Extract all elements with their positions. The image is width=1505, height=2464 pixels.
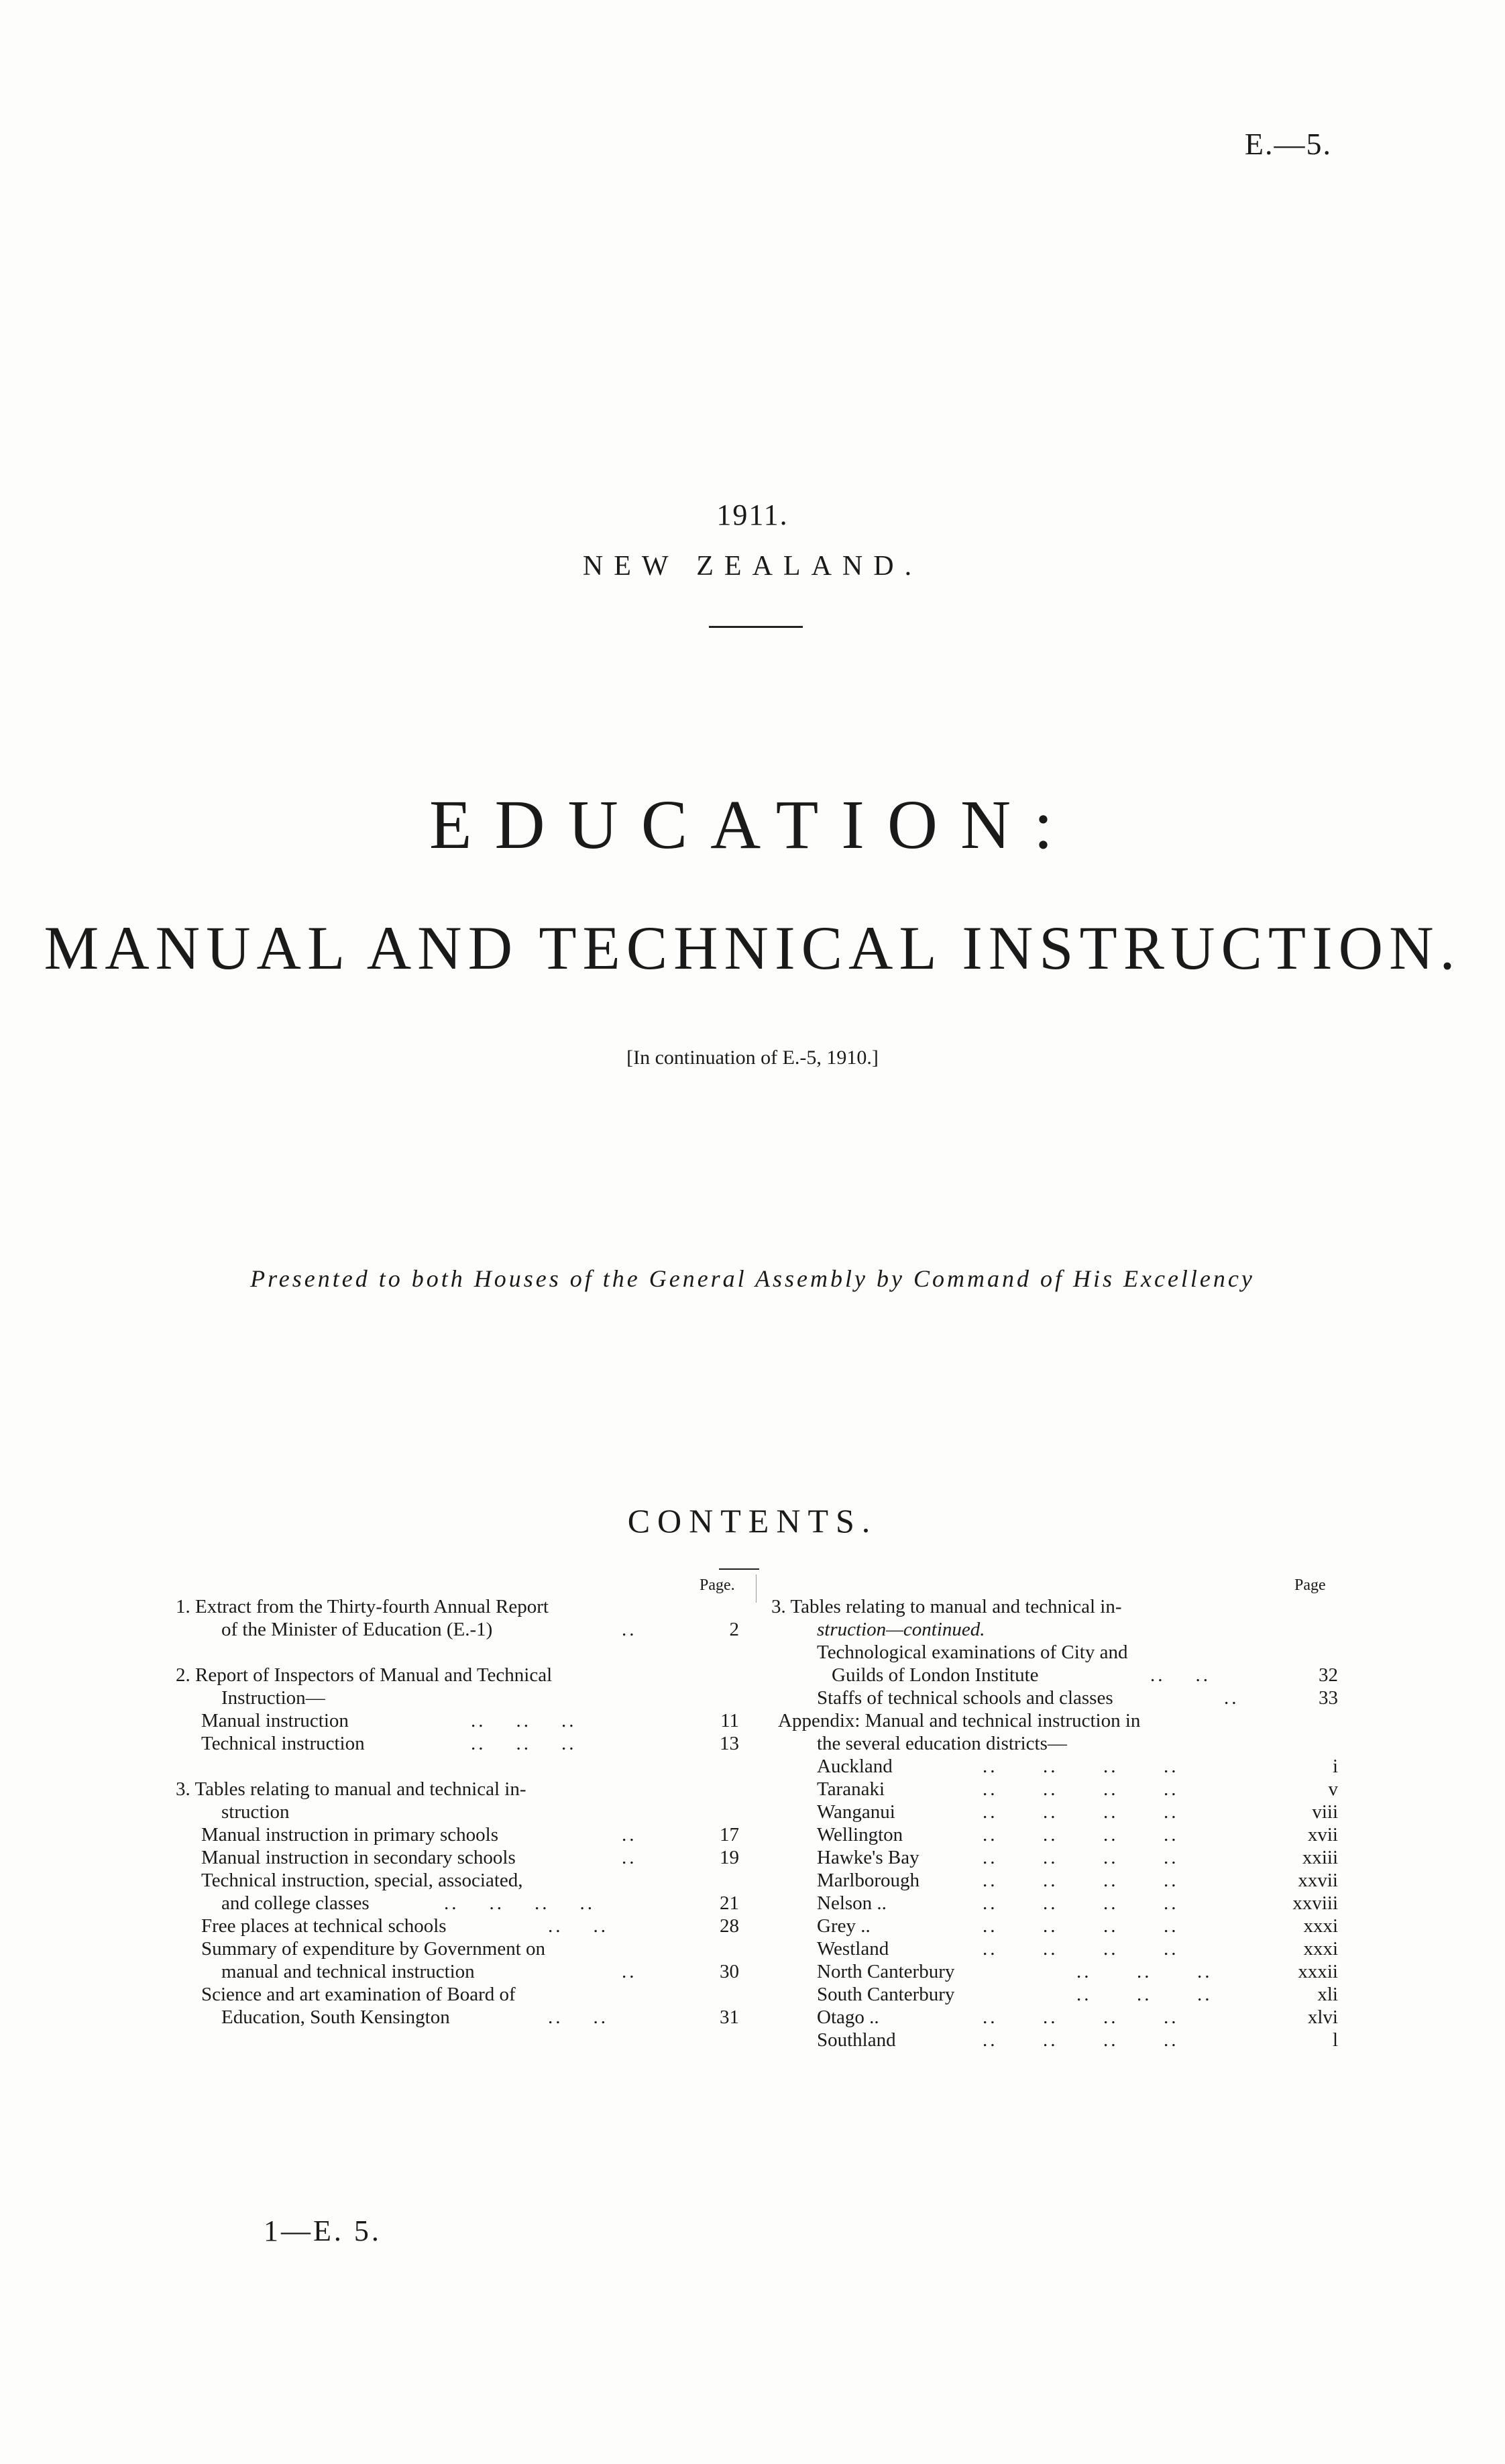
year: 1911.: [716, 498, 789, 531]
right-page-heading: Page: [1294, 1576, 1326, 1594]
column-separator: [756, 1574, 757, 1603]
page-number: xxxi: [1303, 1938, 1338, 1960]
document-reference: E.—5.: [1244, 127, 1332, 161]
toc-entry: Technological examinations of City and: [817, 1642, 1128, 1663]
toc-entry: Guilds of London Institute .. .. 32: [832, 1664, 1338, 1686]
toc-entry: struction—continued.: [817, 1619, 985, 1640]
district-entry: Marlborough .. .. .. .. xxvii: [817, 1870, 1338, 1891]
district-entry: North Canterbury .. .. .. xxxii: [817, 1961, 1338, 1982]
toc-entry: manual and technical instruction .. 30: [221, 1961, 739, 1982]
page-number: 28: [720, 1915, 739, 1937]
district-entry: Hawke's Bay .. .. .. .. xxiii: [817, 1847, 1338, 1868]
page-number: 31: [720, 2006, 739, 2028]
page-number: 19: [720, 1847, 739, 1868]
page-number: xxxii: [1298, 1961, 1338, 1982]
district-entry: Otago .. .. .. .. .. xlvi: [817, 2006, 1338, 2028]
toc-entry: struction: [221, 1801, 290, 1823]
toc-entry: 1. Extract from the Thirty-fourth Annual Report: [176, 1596, 549, 1617]
page-number: 33: [1319, 1687, 1338, 1709]
toc-entry: Manual instruction in secondary schools .. 19: [201, 1847, 739, 1868]
page-number: xxxi: [1303, 1915, 1338, 1937]
page-number: v: [1328, 1778, 1338, 1800]
country-name: NEW ZEALAND.: [582, 551, 923, 582]
footer-signature: 1—E. 5.: [264, 2214, 382, 2247]
page-number: 11: [720, 1710, 739, 1731]
toc-entry: the several education districts—: [817, 1733, 1067, 1754]
toc-entry: Summary of expenditure by Government on: [201, 1938, 546, 1960]
page-number: xvii: [1307, 1824, 1338, 1845]
district-entry: Wanganui .. .. .. .. viii: [817, 1801, 1338, 1823]
page-number: l: [1332, 2029, 1338, 2051]
toc-entry: 2. Report of Inspectors of Manual and Technical: [176, 1664, 553, 1686]
continuation-note: [In continuation of E.-5, 1910.]: [626, 1047, 879, 1069]
page-number: viii: [1312, 1801, 1338, 1823]
left-page-heading: Page.: [700, 1576, 735, 1594]
toc-entry: Staffs of technical schools and classes .. 33: [817, 1687, 1338, 1709]
district-entry: Grey .. .. .. .. .. xxxi: [817, 1915, 1338, 1937]
toc-entry: of the Minister of Education (E.-1) .. 2: [221, 1619, 739, 1640]
page-number: xlvi: [1307, 2006, 1338, 2028]
page-number: xli: [1317, 1984, 1338, 2005]
toc-entry: Manual instruction .. .. .. 11: [201, 1710, 739, 1731]
toc-entry: Instruction—: [221, 1687, 325, 1709]
page-number: 30: [720, 1961, 739, 1982]
toc-entry: Education, South Kensington .. .. 31: [221, 2006, 739, 2028]
toc-entry: Technical instruction, special, associated,: [201, 1870, 523, 1891]
page-number: 2: [729, 1619, 739, 1640]
toc-entry: Manual instruction in primary schools .. 17: [201, 1824, 739, 1845]
district-entry: South Canterbury .. .. .. xli: [817, 1984, 1338, 2005]
toc-entry: Technical instruction .. .. .. 13: [201, 1733, 739, 1754]
district-entry: Westland .. .. .. .. xxxi: [817, 1938, 1338, 1960]
contents-left-column: [176, 1595, 739, 2029]
toc-entry: Free places at technical schools .. .. 28: [201, 1915, 739, 1937]
district-entry: Southland .. .. .. .. l: [817, 2029, 1338, 2051]
contents-divider: [719, 1568, 759, 1570]
page-number: xxviii: [1292, 1892, 1338, 1914]
district-entry: Auckland .. .. .. .. i: [817, 1756, 1338, 1777]
district-entry: Wellington .. .. .. .. xvii: [817, 1824, 1338, 1845]
main-title: EDUCATION:: [429, 786, 1076, 863]
page-number: xxiii: [1302, 1847, 1338, 1868]
toc-entry: Science and art examination of Board of: [201, 1984, 516, 2005]
toc-entry: and college classes .. .. .. .. 21: [221, 1892, 739, 1914]
toc-entry: 3. Tables relating to manual and technical in-: [176, 1778, 526, 1800]
title-divider: [709, 626, 803, 628]
district-entry: Nelson .. .. .. .. .. xxviii: [817, 1892, 1338, 1914]
page-number: 13: [720, 1733, 739, 1754]
district-entry: Taranaki .. .. .. .. v: [817, 1778, 1338, 1800]
page-number: i: [1332, 1756, 1338, 1777]
toc-entry: Appendix: Manual and technical instruction in: [778, 1710, 1141, 1731]
presentation-line: Presented to both Houses of the General Assembly by Command of His Excellency: [250, 1265, 1255, 1292]
page-number: 21: [720, 1892, 739, 1914]
toc-entry: 3. Tables relating to manual and technical in-: [771, 1596, 1122, 1617]
page-number: 17: [720, 1824, 739, 1845]
page-number: 32: [1319, 1664, 1338, 1686]
sub-title: MANUAL AND TECHNICAL INSTRUCTION.: [44, 914, 1461, 982]
contents-heading: CONTENTS.: [627, 1502, 878, 1540]
contents-right-column: [771, 1595, 1338, 2051]
page-number: xxvii: [1298, 1870, 1338, 1891]
